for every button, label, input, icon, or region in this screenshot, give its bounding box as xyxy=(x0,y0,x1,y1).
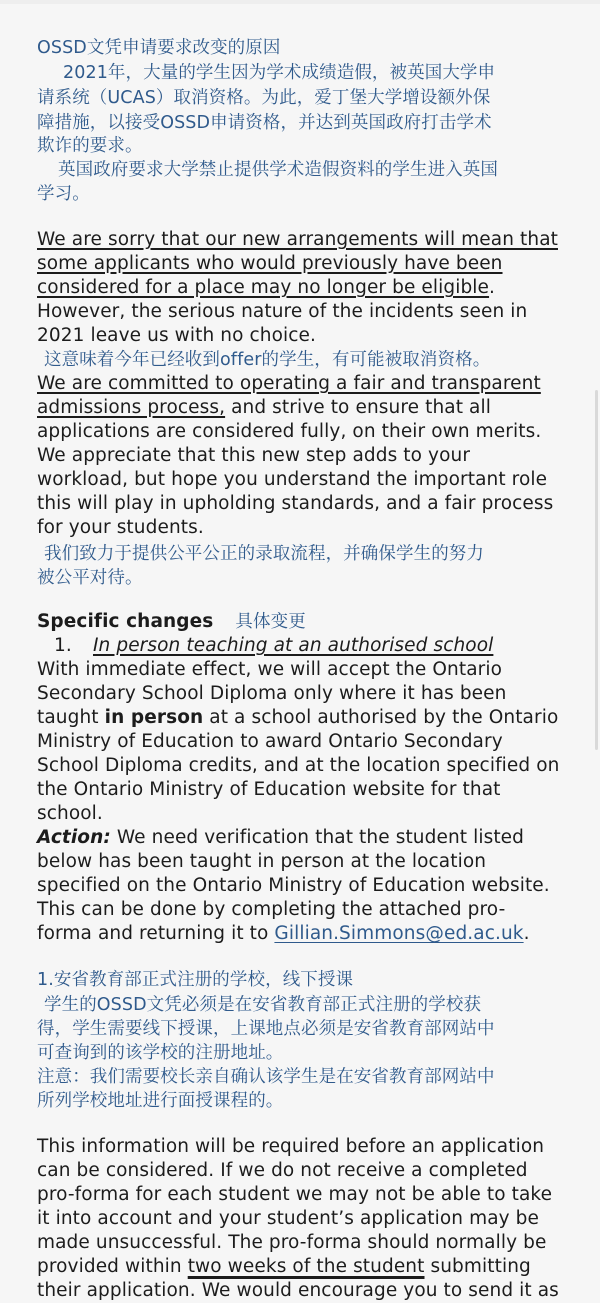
commitment-cn: 被公平对待。 xyxy=(37,568,143,588)
change-line: With immediate effect, we will accept the Ontario xyxy=(37,659,503,680)
commitment-line: this will play in upholding standards, and a fair process xyxy=(37,493,554,514)
two-weeks-underlined: two weeks of the student xyxy=(187,1256,425,1277)
change-line xyxy=(37,706,558,730)
commitment-line xyxy=(37,396,491,420)
final-line: it into account and your student’s application may be xyxy=(37,1208,539,1229)
change-item-title: In person teaching at an authorised school xyxy=(93,635,494,656)
heading-en: Specific changes xyxy=(37,611,214,632)
change-item-number: 1. xyxy=(54,635,72,656)
commitment-line: applications are considered fully, on their own merits. xyxy=(37,421,542,442)
reason-line: 障措施，以接受OSSD申请资格，并达到英国政府打击学术 xyxy=(37,113,492,133)
action-label: Action: xyxy=(37,827,111,848)
commitment-underlined: We are committed to operating a fair and transparent xyxy=(37,373,541,394)
commitment-underlined: admissions process, xyxy=(37,397,226,418)
final-text: submitting xyxy=(424,1256,531,1277)
action-text: forma and returning it to xyxy=(37,923,275,944)
change-line: school. xyxy=(37,803,103,824)
cn-item-line: 得，学生需要线下授课，上课地点必须是安省教育部网站中 xyxy=(37,1019,495,1039)
action-text: . xyxy=(523,923,530,944)
apology-period: . xyxy=(489,277,496,298)
cn-item-title: 1.安省教育部正式注册的学校，线下授课 xyxy=(37,970,354,990)
change-text: taught xyxy=(37,707,105,728)
change-line: the Ontario Ministry of Education website for that xyxy=(37,779,501,800)
cn-item-line: 所列学校地址进行面授课程的。 xyxy=(37,1091,284,1111)
cn-item-line: 注意：我们需要校长亲自确认该学生是在安省教育部网站中 xyxy=(37,1067,495,1087)
reason-line: 英国政府要求大学禁止提供学术造假资料的学生进入英国 xyxy=(58,160,498,180)
reason-line: 2021年，大量的学生因为学术成绩造假，被英国大学申 xyxy=(63,63,496,83)
change-text: at a school authorised by the Ontario xyxy=(203,707,559,728)
reason-line: 学习。 xyxy=(37,184,90,204)
commitment-line: for your students. xyxy=(37,517,204,538)
action-line xyxy=(37,922,530,946)
action-line: below has been taught in person at the location xyxy=(37,851,487,872)
apology-line xyxy=(37,228,558,252)
apology-line xyxy=(37,252,503,276)
cn-item-line: 学生的OSSD文凭必须是在安省教育部正式注册的学校获 xyxy=(44,995,482,1015)
commitment-line: We appreciate that this new step adds to your xyxy=(37,445,471,466)
change-line: Secondary School Diploma only where it has been xyxy=(37,683,507,704)
final-text: provided within xyxy=(37,1256,188,1277)
commitment-line xyxy=(37,372,541,396)
final-line-cut: their application. We would encourage you to send it as xyxy=(37,1280,559,1301)
final-line: made unsuccessful. The pro-forma should normally be xyxy=(37,1232,547,1253)
apology-line xyxy=(37,276,495,300)
final-line: This information will be required before an application xyxy=(37,1136,545,1157)
final-line: pro-forma for each student we may not be able to take xyxy=(37,1184,553,1205)
commitment-cn: 我们致力于提供公平公正的录取流程，并确保学生的努力 xyxy=(44,544,484,564)
reason-line: 请系统（UCAS）取消资格。为此，爱丁堡大学增设额外保 xyxy=(37,88,491,108)
action-line: This can be done by completing the attached pro- xyxy=(37,899,506,920)
scrollbar[interactable] xyxy=(595,390,598,750)
apology-line: 2021 leave us with no choice. xyxy=(37,325,317,346)
change-line: Ministry of Education to award Ontario Secondary xyxy=(37,731,503,752)
final-line: can be considered. If we do not receive a completed xyxy=(37,1160,528,1181)
change-line: School Diploma credits, and at the location specified on xyxy=(37,755,560,776)
apology-underlined: We are sorry that our new arrangements will mean that xyxy=(37,229,558,250)
email-link[interactable]: Gillian.Simmons@ed.ac.uk xyxy=(274,923,524,944)
commitment-text: and strive to ensure that all xyxy=(225,397,491,418)
heading-cn: 具体变更 xyxy=(235,612,306,632)
apology-cn: 这意味着今年已经收到offer的学生，有可能被取消资格。 xyxy=(44,350,491,370)
top-edge xyxy=(0,0,600,4)
apology-line: However, the serious nature of the incidents seen in xyxy=(37,301,528,322)
apology-underlined: some applicants who would previously have been xyxy=(37,253,503,274)
action-line: specified on the Ontario Ministry of Education website. xyxy=(37,875,550,896)
in-person-bold: in person xyxy=(104,707,204,728)
apology-underlined: considered for a place may no longer be eligible xyxy=(37,277,490,298)
reason-line: 欺诈的要求。 xyxy=(37,136,143,156)
final-line xyxy=(37,1255,531,1279)
action-text: We need verification that the student listed xyxy=(110,827,524,848)
reason-title: OSSD文凭申请要求改变的原因 xyxy=(37,38,281,58)
cn-item-line: 可查询到的该学校的注册地址。 xyxy=(37,1043,284,1063)
specific-changes-heading xyxy=(37,610,306,634)
action-line xyxy=(37,826,524,850)
commitment-line: workload, but hope you understand the important role xyxy=(37,469,548,490)
